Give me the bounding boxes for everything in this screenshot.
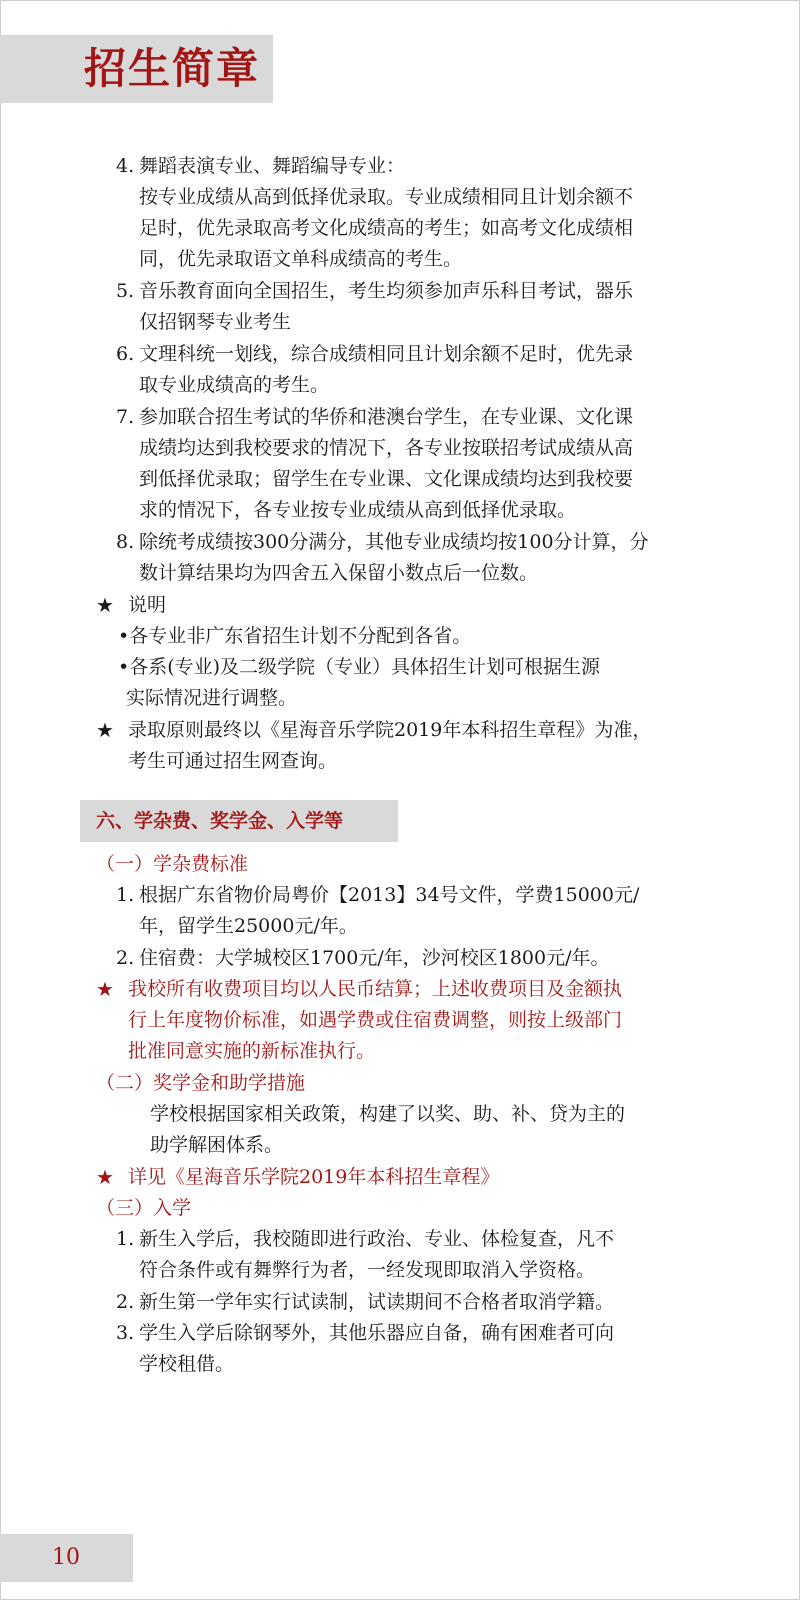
item-text: 求的情况下，各专业按专业成绩从高到低择优录取。: [139, 499, 577, 521]
note-bullet-cont: 实际情况进行调整。: [126, 687, 298, 709]
item-text: 成绩均达到我校要求的情况下，各专业按联招考试成绩从高: [139, 437, 634, 459]
item-number: 8.: [116, 531, 135, 553]
item-text: 取专业成绩高的考生。: [139, 374, 330, 396]
item-number: 2.: [116, 1291, 135, 1313]
item-text: 仅招钢琴专业考生: [139, 311, 292, 333]
paragraph-text: 助学解困体系。: [150, 1134, 284, 1156]
note-bullet: •各系(专业)及二级学院（专业）具体招生计划可根据生源: [118, 656, 601, 678]
item-text: 到低择优录取；留学生在专业课、文化课成绩均达到我校要: [139, 468, 634, 490]
fee-note: 批准同意实施的新标准执行。: [128, 1040, 376, 1062]
star-icon: ★: [96, 718, 114, 742]
star-icon: ★: [96, 1165, 114, 1189]
admission-principle: 录取原则最终以《星海音乐学院2019年本科招生章程》为准，: [128, 719, 652, 741]
item-text: 年，留学生25000元/年。: [139, 915, 358, 937]
item-text: 数计算结果均为四舍五入保留小数点后一位数。: [139, 562, 539, 584]
item-number: 7.: [116, 406, 135, 428]
item-text: 符合条件或有舞弊行为者，一经发现即取消入学资格。: [139, 1259, 596, 1281]
admission-principle: 考生可通过招生网查询。: [128, 750, 338, 772]
star-icon: ★: [96, 593, 114, 617]
item-number: 6.: [116, 343, 135, 365]
item-text: 根据广东省物价局粤价【2013】34号文件，学费15000元/: [139, 884, 640, 906]
paragraph-text: 学校根据国家相关政策，构建了以奖、助、补、贷为主的: [150, 1103, 626, 1125]
item-number: 3.: [116, 1322, 135, 1344]
item-number: 4.: [116, 155, 135, 177]
item-number: 1.: [116, 1228, 135, 1250]
page-title: 招生简章: [84, 44, 261, 93]
subsection-heading: （一）学杂费标准: [96, 853, 249, 875]
subsection-heading: （二）奖学金和助学措施: [96, 1072, 306, 1094]
item-text: 音乐教育面向全国招生，考生均须参加声乐科目考试，器乐: [139, 280, 634, 302]
item-text: 学生入学后除钢琴外，其他乐器应自备，确有困难者可向: [139, 1322, 615, 1344]
item-text: 新生入学后，我校随即进行政治、专业、体检复查，凡不: [139, 1228, 615, 1250]
note-label: 说明: [128, 594, 167, 616]
item-text: 学校租借。: [139, 1353, 235, 1375]
item-text: 新生第一学年实行试读制，试读期间不合格者取消学籍。: [139, 1291, 615, 1313]
item-number: 1.: [116, 884, 135, 906]
note-bullet: •各专业非广东省招生计划不分配到各省。: [118, 625, 472, 647]
item-number: 5.: [116, 280, 135, 302]
item-text: 舞蹈表演专业、舞蹈编导专业：: [139, 155, 406, 177]
aid-note: 详见《星海音乐学院2019年本科招生章程》: [128, 1166, 500, 1188]
item-number: 2.: [116, 947, 135, 969]
item-text: 参加联合招生考试的华侨和港澳台学生，在专业课、文化课: [139, 406, 634, 428]
item-text: 住宿费：大学城校区1700元/年，沙河校区1800元/年。: [139, 947, 610, 969]
item-text: 按专业成绩从高到低择优录取。专业成绩相同且计划余额不: [139, 186, 634, 208]
subsection-heading: （三）入学: [96, 1197, 192, 1219]
item-text: 同，优先录取语文单科成绩高的考生。: [139, 248, 463, 270]
item-text: 除统考成绩按300分满分，其他专业成绩均按100分计算，分: [139, 531, 649, 553]
star-icon: ★: [96, 977, 114, 1001]
fee-note: 行上年度物价标准，如遇学费或住宿费调整，则按上级部门: [128, 1009, 623, 1031]
fee-note: 我校所有收费项目均以人民币结算；上述收费项目及金额执: [128, 978, 623, 1000]
section-title: 六、学杂费、奖学金、入学等: [96, 810, 344, 832]
item-text: 文理科统一划线，综合成绩相同且计划余额不足时，优先录: [139, 343, 634, 365]
item-text: 足时，优先录取高考文化成绩高的考生；如高考文化成绩相: [139, 217, 634, 239]
page-number: 10: [52, 1545, 80, 1570]
